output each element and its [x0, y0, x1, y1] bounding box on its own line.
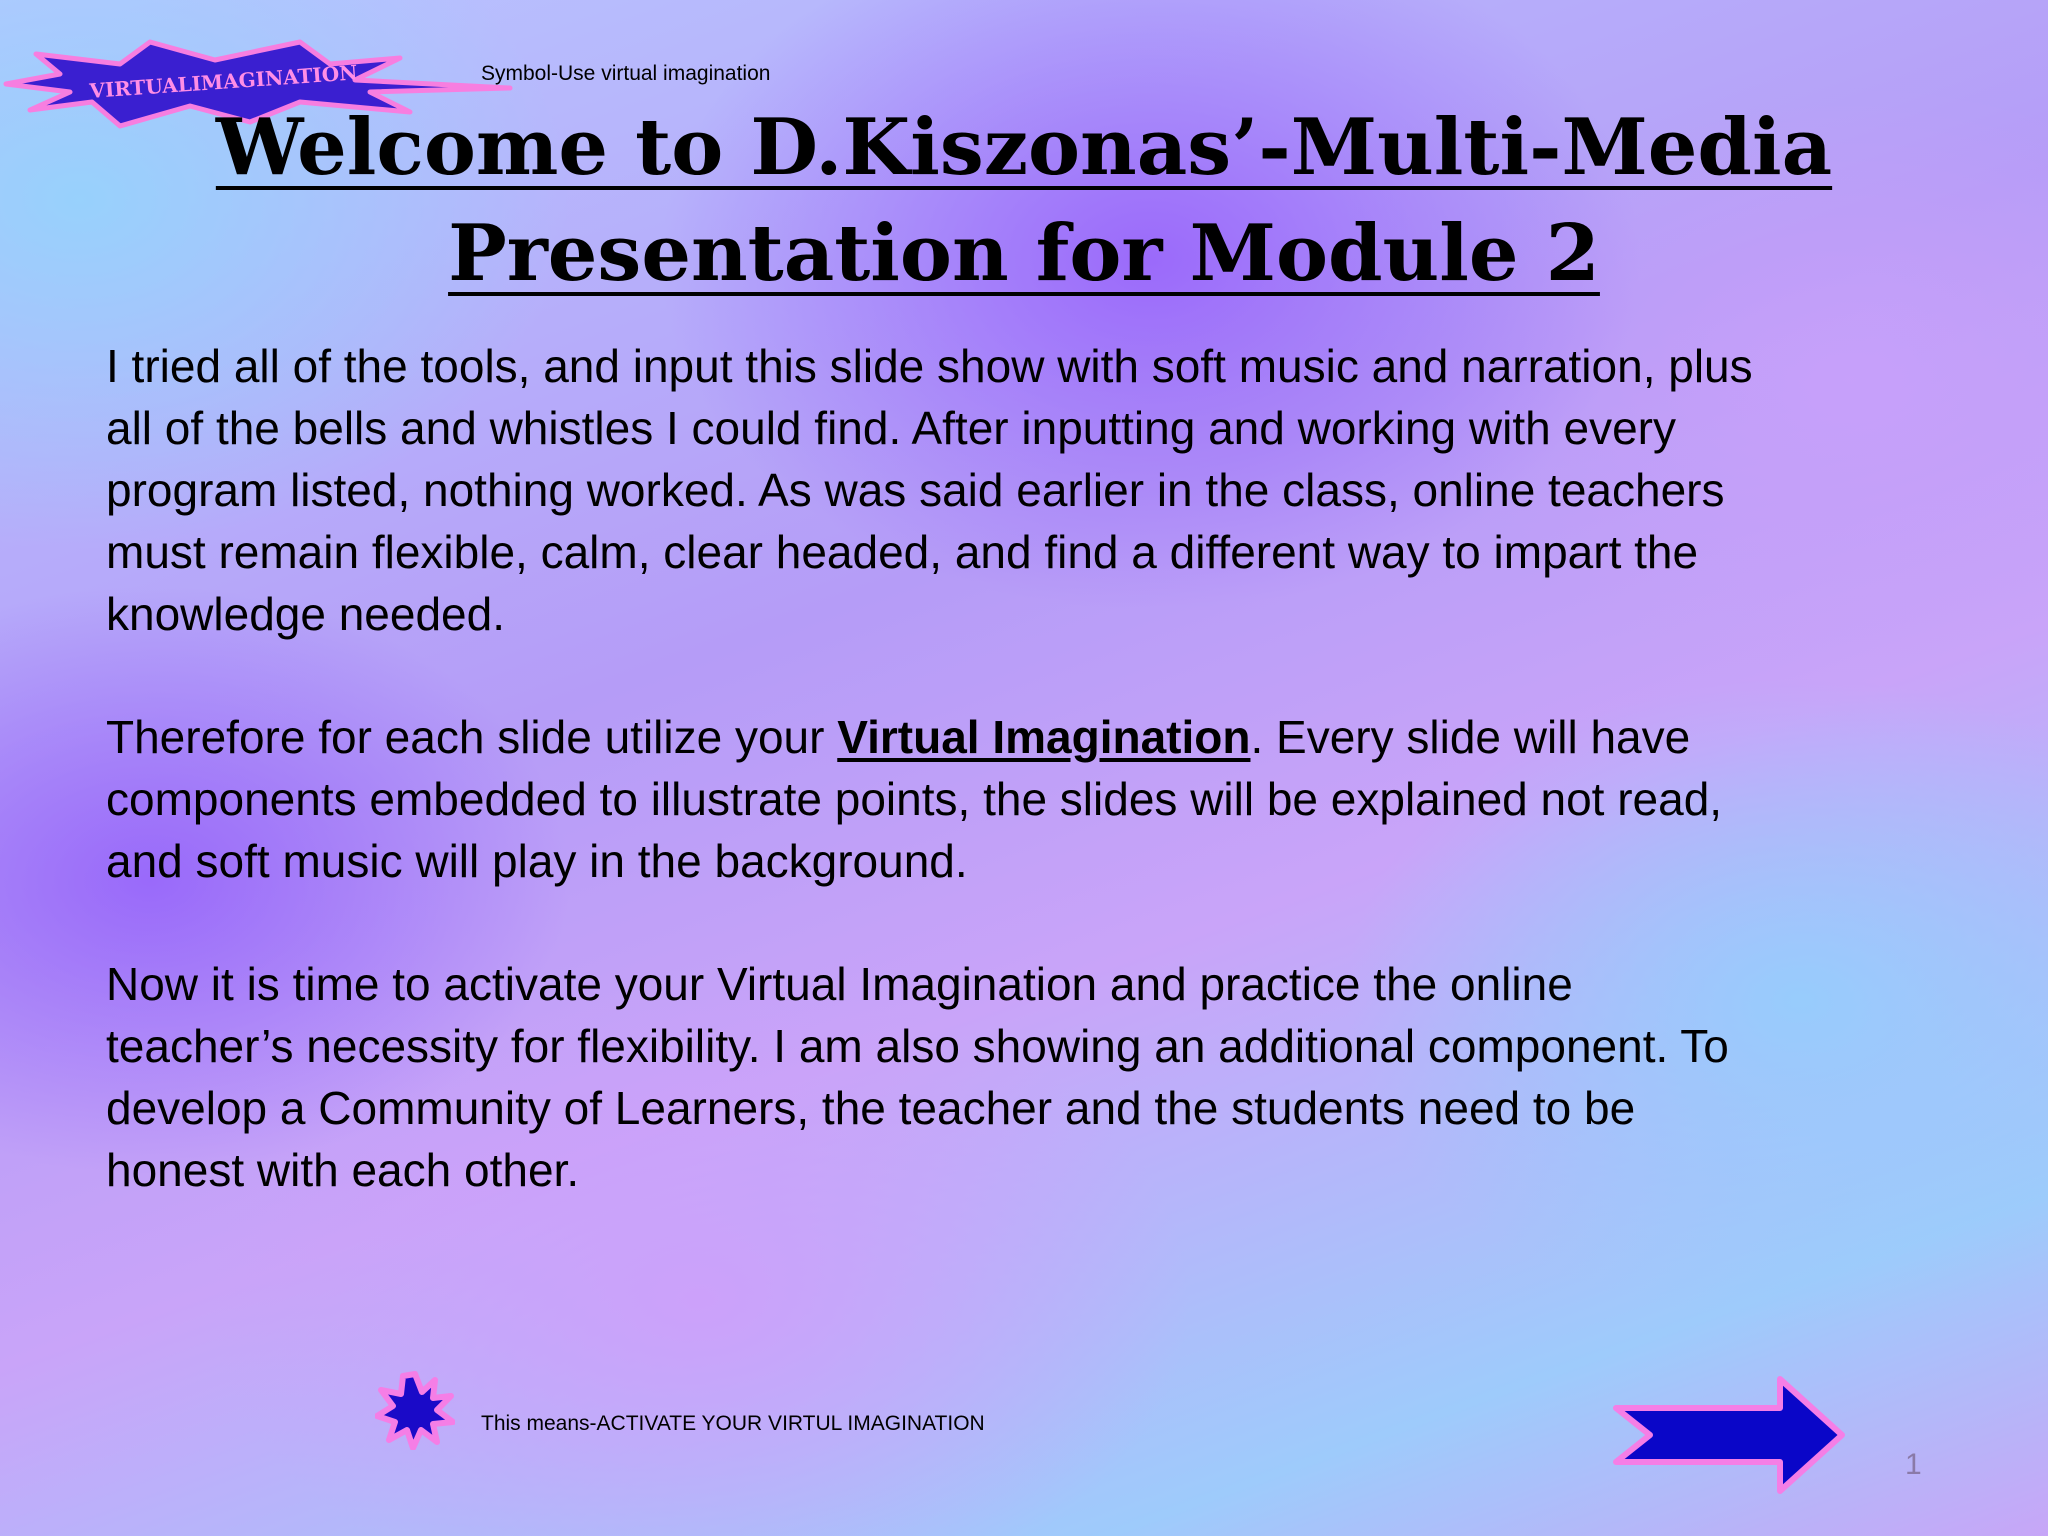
paragraph-line: and soft music will play in the background. [106, 835, 968, 887]
paragraph-line: components embedded to illustrate points, the slides will be explained not read, [106, 773, 1723, 825]
paragraph-line: Now it is time to activate your Virtual Imagination and practice the online [106, 958, 1573, 1010]
paragraph-line [106, 706, 2006, 768]
logo-text: VIRTUALIMAGINATION [88, 60, 359, 103]
paragraph-line: program listed, nothing worked. As was said earlier in the class, online teachers [106, 464, 1725, 516]
paragraph-tools-intro [106, 335, 2006, 645]
emphasized-term: Virtual Imagination [837, 711, 1251, 763]
symbol-caption: Symbol-Use virtual imagination [481, 62, 771, 85]
starburst-icon [375, 1370, 455, 1450]
slide-body [106, 335, 2006, 1262]
paragraph-line: knowledge needed. [106, 588, 505, 640]
paragraph-virtual-imagination [106, 706, 2006, 892]
next-arrow-icon[interactable] [1612, 1375, 1846, 1495]
text-segment: . Every slide will have [1250, 711, 1691, 763]
paragraph-line: I tried all of the tools, and input this slide show with soft music and narration, plus [106, 340, 1753, 392]
paragraph-community [106, 953, 2006, 1201]
page-number: 1 [1905, 1448, 1922, 1481]
text-segment: Therefore for each slide utilize your [106, 711, 838, 763]
title-line-1: Welcome to D.Kiszonas’-Multi-Media [215, 102, 1833, 193]
paragraph-line: honest with each other. [106, 1144, 580, 1196]
paragraph-line: must remain flexible, calm, clear headed, and find a different way to impart the [106, 526, 1699, 578]
paragraph-line: all of the bells and whistles I could find. After inputting and working with every [106, 402, 1676, 454]
slide-title [0, 95, 2048, 307]
footer-caption: This means-ACTIVATE YOUR VIRTUL IMAGINATION [481, 1412, 985, 1435]
paragraph-line: teacher’s necessity for flexibility. I am also showing an additional component. To [106, 1020, 1729, 1072]
paragraph-line: develop a Community of Learners, the teacher and the students need to be [106, 1082, 1636, 1134]
title-line-2: Presentation for Module 2 [448, 208, 1600, 299]
